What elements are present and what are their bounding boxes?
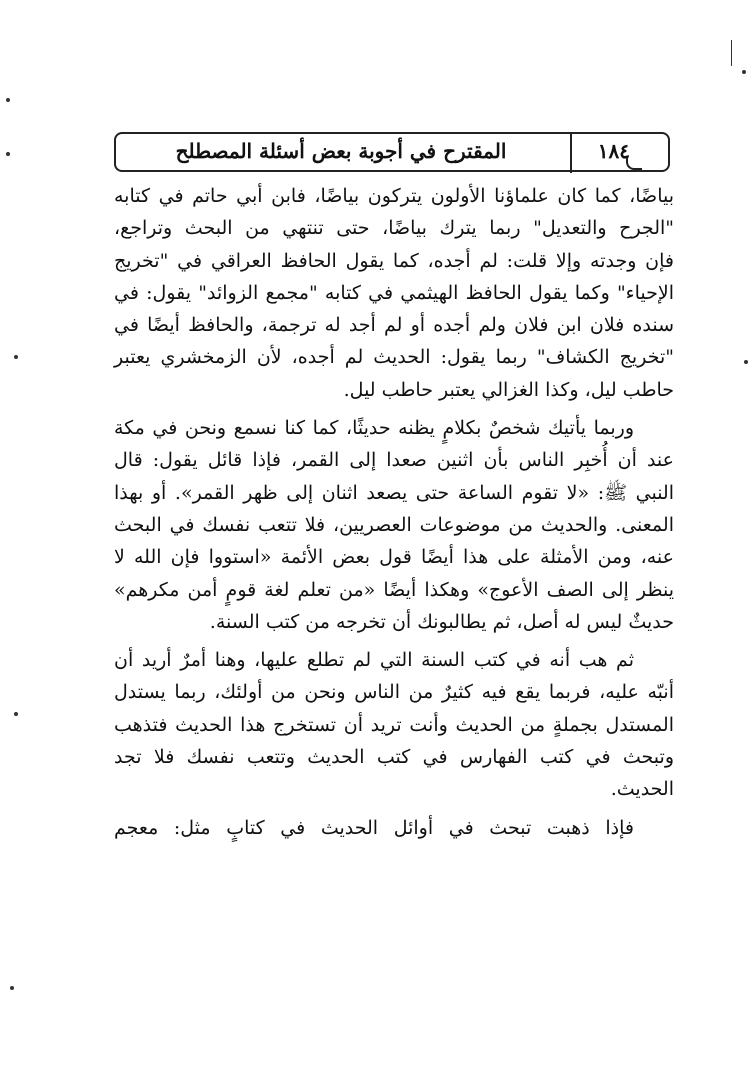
header-title: المقترح في أجوبة بعض أسئلة المصطلح bbox=[175, 139, 507, 163]
text-line: حديثٌ ليس له أصل، ثم يطالبونك أن تخرجه من كتب السنة. bbox=[209, 610, 674, 633]
scan-dot bbox=[6, 98, 10, 102]
text-line: الحديث. bbox=[610, 778, 674, 801]
scan-dot bbox=[14, 355, 18, 359]
text-line: "الجرح والتعديل" ربما يترك بياضًا، حتى تنتهي من البحث وتراجع، bbox=[114, 217, 674, 240]
page-header bbox=[114, 132, 670, 172]
text-line: ثم هب أنه في كتب السنة التي لم تطلع عليها، وهنا أمرٌ أريد أن bbox=[114, 649, 634, 672]
scan-edge-mark bbox=[731, 40, 732, 66]
header-ornament bbox=[626, 158, 642, 170]
scan-dot bbox=[742, 70, 746, 74]
paragraph-1 bbox=[114, 180, 674, 406]
scan-dot bbox=[6, 152, 10, 156]
paragraph-2 bbox=[114, 412, 674, 638]
paragraph-3 bbox=[114, 644, 674, 805]
text-line: بياضًا، كما كان علماؤنا الأولون يتركون بياضًا، فابن أبي حاتم في كتابه bbox=[114, 185, 674, 207]
text-line: "تخريج الكشاف" ربما يقول: الحديث لم أجده، لأن الزمخشري يعتبر bbox=[114, 346, 674, 369]
paragraph-4 bbox=[114, 812, 674, 844]
text-line: ينظر إلى الصف الأعوج» وهكذا أيضًا «من تعلم لغة قومٍ أمن مكرهم» bbox=[114, 578, 674, 601]
header-divider bbox=[570, 133, 572, 173]
text-line: عند أن أُخبِر الناس بأن اثنين صعدا إلى القمر، فإذا قائل يقول: قال bbox=[114, 449, 674, 472]
text-line: عنه، ومن الأمثلة على هذا أيضًا قول بعض الأئمة «استووا فإن الله لا bbox=[114, 546, 674, 569]
scan-dot bbox=[744, 360, 748, 364]
text-line: وتبحث في كتب الفهارس في كتب الحديث وتتعب نفسك فلا تجد bbox=[114, 746, 674, 769]
scan-dot bbox=[10, 986, 14, 990]
scan-dot bbox=[14, 712, 18, 716]
text-line: وربما يأتيك شخصٌ بكلامٍ يظنه حديثًا، كما كنا نسمع ونحن في مكة bbox=[114, 417, 634, 440]
text-line: المستدل بجملةٍ من الحديث وأنت تريد أن تستخرج هذا الحديث فتذهب bbox=[114, 713, 674, 736]
text-line: أنبّه عليه، فربما يقع فيه كثيرٌ من الناس ونحن من أولئك، ربما يستدل bbox=[114, 681, 674, 704]
page-number: ١٨٤ bbox=[597, 139, 630, 163]
page-body bbox=[114, 180, 674, 850]
text-line: المعنى. والحديث من موضوعات العصريين، فلا تتعب نفسك في البحث bbox=[114, 513, 674, 536]
text-line: فإذا ذهبت تبحث في أوائل الحديث في كتابٍ مثل: معجم bbox=[114, 816, 634, 839]
text-line: الإحياء" وكما يقول الحافظ الهيثمي في كتابه "مجمع الزوائد" يقول: في bbox=[114, 281, 674, 304]
text-line: فإن وجدته وإلا قلت: لم أجده، كما يقول الحافظ العراقي في "تخريج bbox=[114, 249, 674, 272]
text-line: حاطب ليل، وكذا الغزالي يعتبر حاطب ليل. bbox=[343, 378, 674, 401]
text-line: سنده فلان ابن فلان ولم أجده أو لم أجد له ترجمة، والحافظ أيضًا في bbox=[114, 314, 674, 337]
text-line: النبي ﷺ: «لا تقوم الساعة حتى يصعد اثنان إلى ظهر القمر». أو بهذا bbox=[114, 481, 674, 504]
